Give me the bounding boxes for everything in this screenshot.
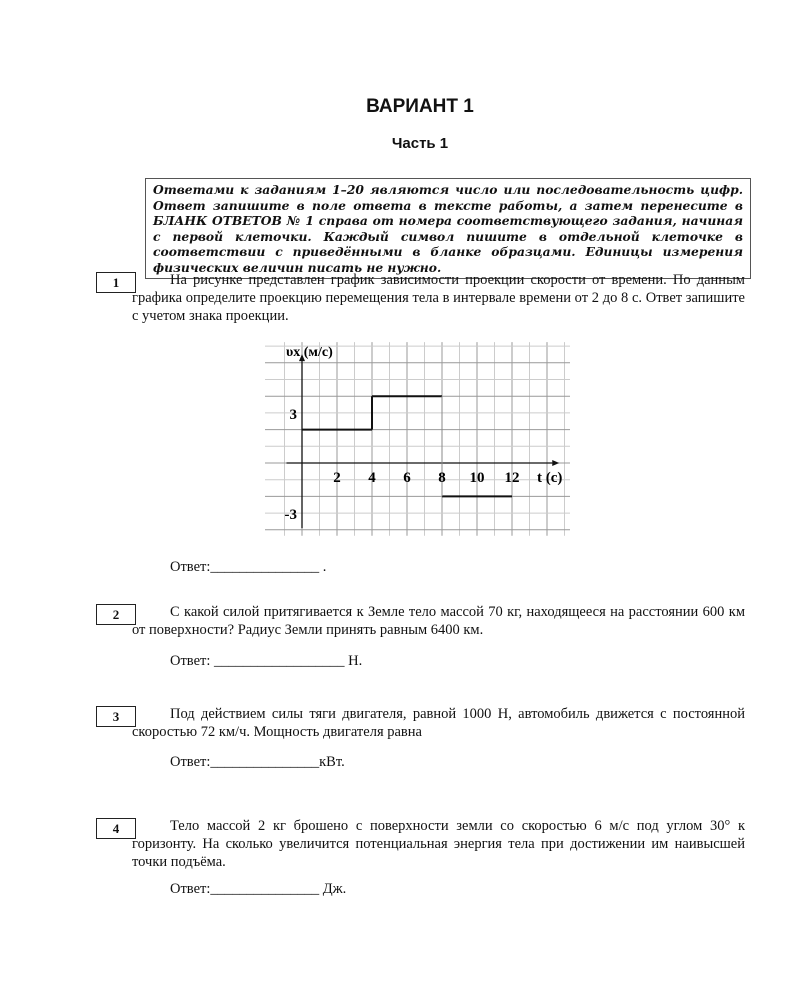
x-axis-arrow [552, 460, 559, 466]
variant-title: ВАРИАНТ 1 [366, 96, 474, 117]
task-number-4: 4 [96, 818, 136, 839]
answer-label: Ответ: [170, 881, 211, 897]
answer-label: Ответ: [170, 559, 211, 575]
x-tick-label: 2 [333, 470, 341, 486]
y-tick-label: 3 [289, 406, 297, 423]
y-tick-label: -3 [284, 507, 297, 524]
task-1-answer [170, 559, 326, 576]
answer-label: Ответ: [170, 754, 211, 770]
x-tick-label: 10 [469, 470, 485, 486]
x-tick-label: 12 [504, 470, 520, 486]
x-tick-label: 8 [438, 470, 446, 486]
part-title: Часть 1 [391, 135, 449, 152]
task-4-answer [170, 881, 346, 898]
task-3-answer [170, 754, 345, 771]
answer-field[interactable]: _______________ [210, 881, 320, 897]
task-3-text: Под действием силы тяги двигателя, равной 1000 Н, автомобиль движется с постоянной скоростью 72 км/ч. Мощность двигателя равна [132, 706, 745, 740]
task-number-1: 1 [96, 272, 136, 293]
task-number-3: 3 [96, 706, 136, 727]
task-number-2: 2 [96, 604, 136, 625]
task-2-text: С какой силой притягивается к Земле тело массой 70 кг, находящееся на расстоянии 600 км от поверхности? Радиус Земли принять равным 6400 км. [132, 604, 745, 638]
task-2-answer [170, 653, 362, 670]
x-axis-label: t (с) [537, 470, 563, 486]
answer-unit: кВт. [319, 754, 345, 770]
answer-unit: Дж. [319, 881, 347, 897]
answer-unit: . [319, 559, 327, 575]
answer-field[interactable]: _______________ [210, 754, 320, 770]
instructions-box: Ответами к заданиям 1–20 являются число или последовательность цифр. Ответ запишите в поле ответа в тексте работы, а затем перенесите в БЛАНК ОТВЕТОВ № 1 справа от номера соответствующего задания, начиная с первой клеточки. Каждый символ пишите в отдельной клеточке в соответствии с приведёнными в бланке образцами. Единицы измерения физических величин писать не нужно. [145, 178, 751, 279]
velocity-time-graph [265, 335, 577, 540]
x-tick-label: 4 [368, 470, 376, 486]
answer-field[interactable]: _______________ [210, 559, 320, 575]
answer-label: Ответ: [170, 653, 211, 669]
answer-unit: Н. [344, 653, 363, 669]
answer-field[interactable]: __________________ [210, 653, 345, 669]
y-axis-label: υx (м/с) [286, 344, 333, 360]
x-tick-label: 6 [403, 470, 411, 486]
task-4-text: Тело массой 2 кг брошено с поверхности земли со скоростью 6 м/с под углом 30° к горизонту. На сколько увеличится потенциальная энергия тела при достижении им наивысшей точки подъёма. [132, 818, 745, 870]
task-1-text: На рисунке представлен график зависимости проекции скорости от времени. По данным графика определите проекцию перемещения тела в интервале времени от 2 до 8 с. Ответ запишите с учетом знака проекции. [132, 272, 745, 324]
